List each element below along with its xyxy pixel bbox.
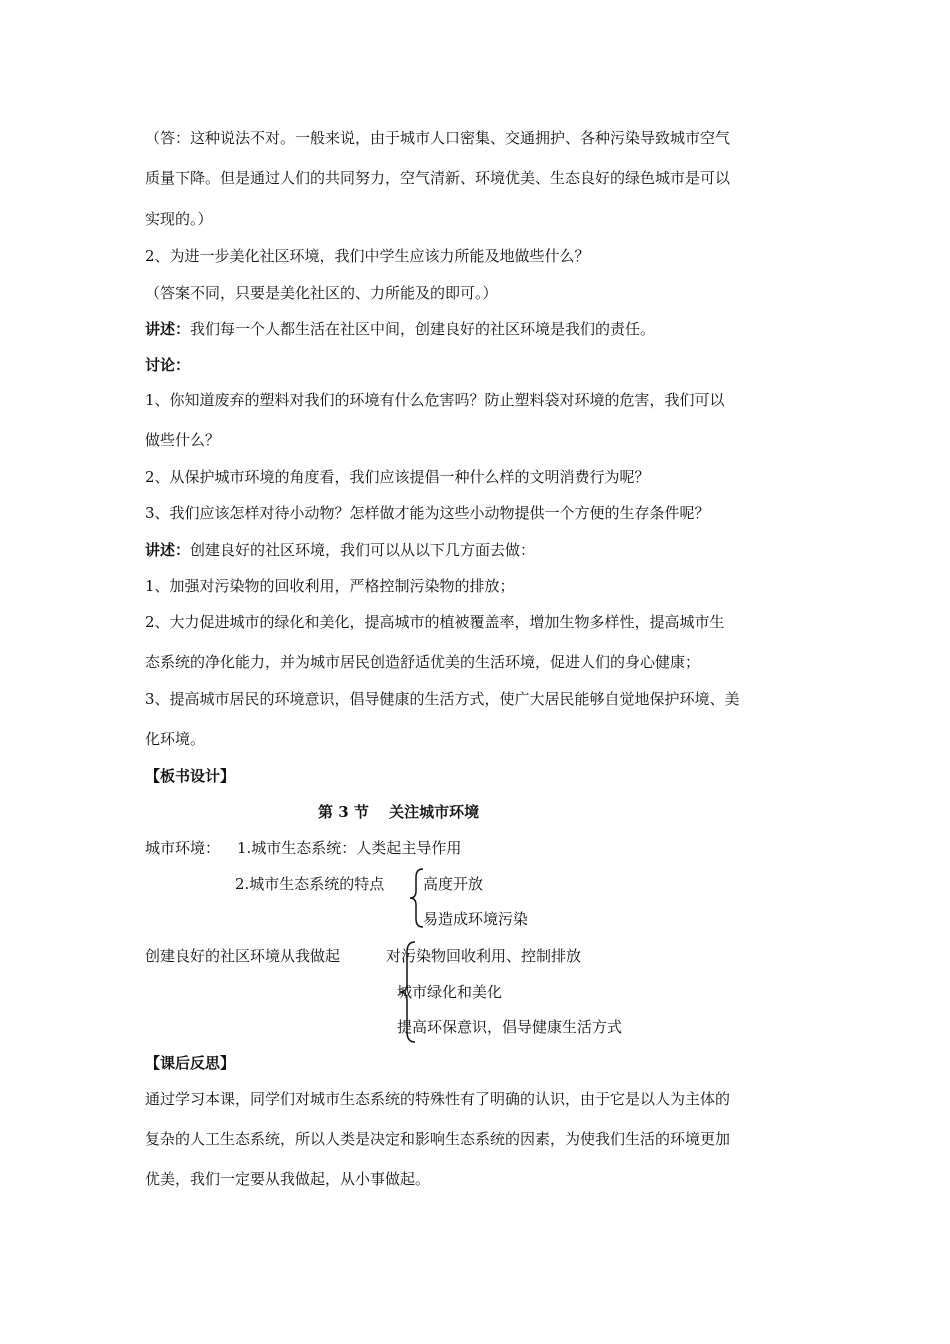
lecture-paragraph-1 bbox=[145, 318, 655, 339]
discussion-3: 3、我们应该怎样对待小动物？怎样做才能为这些小动物提供一个方便的生存条件呢？ bbox=[145, 504, 710, 522]
board-feature-2: 易造成环境污染 bbox=[423, 910, 529, 928]
board-item-1: 1.城市生态系统：人类起主导作用 bbox=[237, 839, 462, 857]
answer-line-1: （答：这种说法不对。一般来说，由于城市人口密集、交通拥护、各种污染导致城市空气 bbox=[145, 129, 731, 147]
board-action-3: 提高环保意识，倡导健康生活方式 bbox=[397, 1018, 623, 1036]
left-brace-icon bbox=[398, 940, 420, 1044]
measure-3-line-1: 3、提高城市居民的环境意识，倡导健康的生活方式，使广大居民能够自觉地保护环境、美 bbox=[145, 690, 740, 708]
lecture-text: 我们每一个人都生活在社区中间，创建良好的社区环境是我们的责任。 bbox=[190, 320, 656, 338]
left-brace-icon bbox=[408, 867, 428, 929]
reflection-heading: 【课后反思】 bbox=[145, 1054, 236, 1072]
lecture-paragraph-2 bbox=[145, 539, 535, 560]
board-action-2: 城市绿化和美化 bbox=[397, 983, 503, 1001]
discussion-label: 讨论： bbox=[145, 356, 191, 374]
lecture-label: 讲述： bbox=[145, 541, 191, 559]
lecture-text: 创建良好的社区环境，我们可以从以下几方面去做： bbox=[190, 541, 536, 559]
reflection-line-3: 优美，我们一定要从我做起，从小事做起。 bbox=[145, 1170, 431, 1188]
board-action-1: 对污染物回收利用、控制排放 bbox=[386, 947, 582, 965]
reflection-line-1: 通过学习本课，同学们对城市生态系统的特殊性有了明确的认识，由于它是以人为主体的 bbox=[145, 1090, 731, 1108]
board-feature-1: 高度开放 bbox=[423, 875, 484, 893]
discussion-2: 2、从保护城市环境的角度看，我们应该提倡一种什么样的文明消费行为呢？ bbox=[145, 468, 650, 486]
measure-1: 1、加强对污染物的回收利用，严格控制污染物的排放； bbox=[145, 577, 515, 595]
board-label-city-environment: 城市环境： bbox=[145, 839, 221, 857]
board-item-2: 2.城市生态系统的特点 bbox=[235, 875, 385, 893]
question-2: 2、为进一步美化社区环境，我们中学生应该力所能及地做些什么？ bbox=[145, 247, 590, 265]
measure-3-line-2: 化环境。 bbox=[145, 730, 206, 748]
measure-2-line-1: 2、大力促进城市的绿化和美化，提高城市的植被覆盖率，增加生物多样性，提高城市生 bbox=[145, 613, 725, 631]
board-design-heading: 【板书设计】 bbox=[145, 767, 236, 785]
answer-line-2: 质量下降。但是通过人们的共同努力，空气清新、环境优美、生态良好的绿色城市是可以 bbox=[145, 169, 731, 187]
reflection-line-2: 复杂的人工生态系统，所以人类是决定和影响生态系统的因素，为使我们生活的环境更加 bbox=[145, 1130, 731, 1148]
discussion-1-line-2: 做些什么？ bbox=[145, 431, 221, 449]
lecture-label: 讲述： bbox=[145, 320, 191, 338]
answer-2: （答案不同，只要是美化社区的、力所能及的即可。） bbox=[145, 284, 498, 302]
answer-line-3: 实现的。） bbox=[145, 210, 213, 228]
measure-2-line-2: 态系统的净化能力，并为城市居民创造舒适优美的生活环境，促进人们的身心健康； bbox=[145, 653, 701, 671]
board-title: 第 3 节 关注城市环境 bbox=[318, 803, 480, 821]
board-label-community: 创建良好的社区环境从我做起 bbox=[145, 947, 341, 965]
discussion-1-line-1: 1、你知道废弃的塑料对我们的环境有什么危害吗？防止塑料袋对环境的危害，我们可以 bbox=[145, 391, 725, 409]
